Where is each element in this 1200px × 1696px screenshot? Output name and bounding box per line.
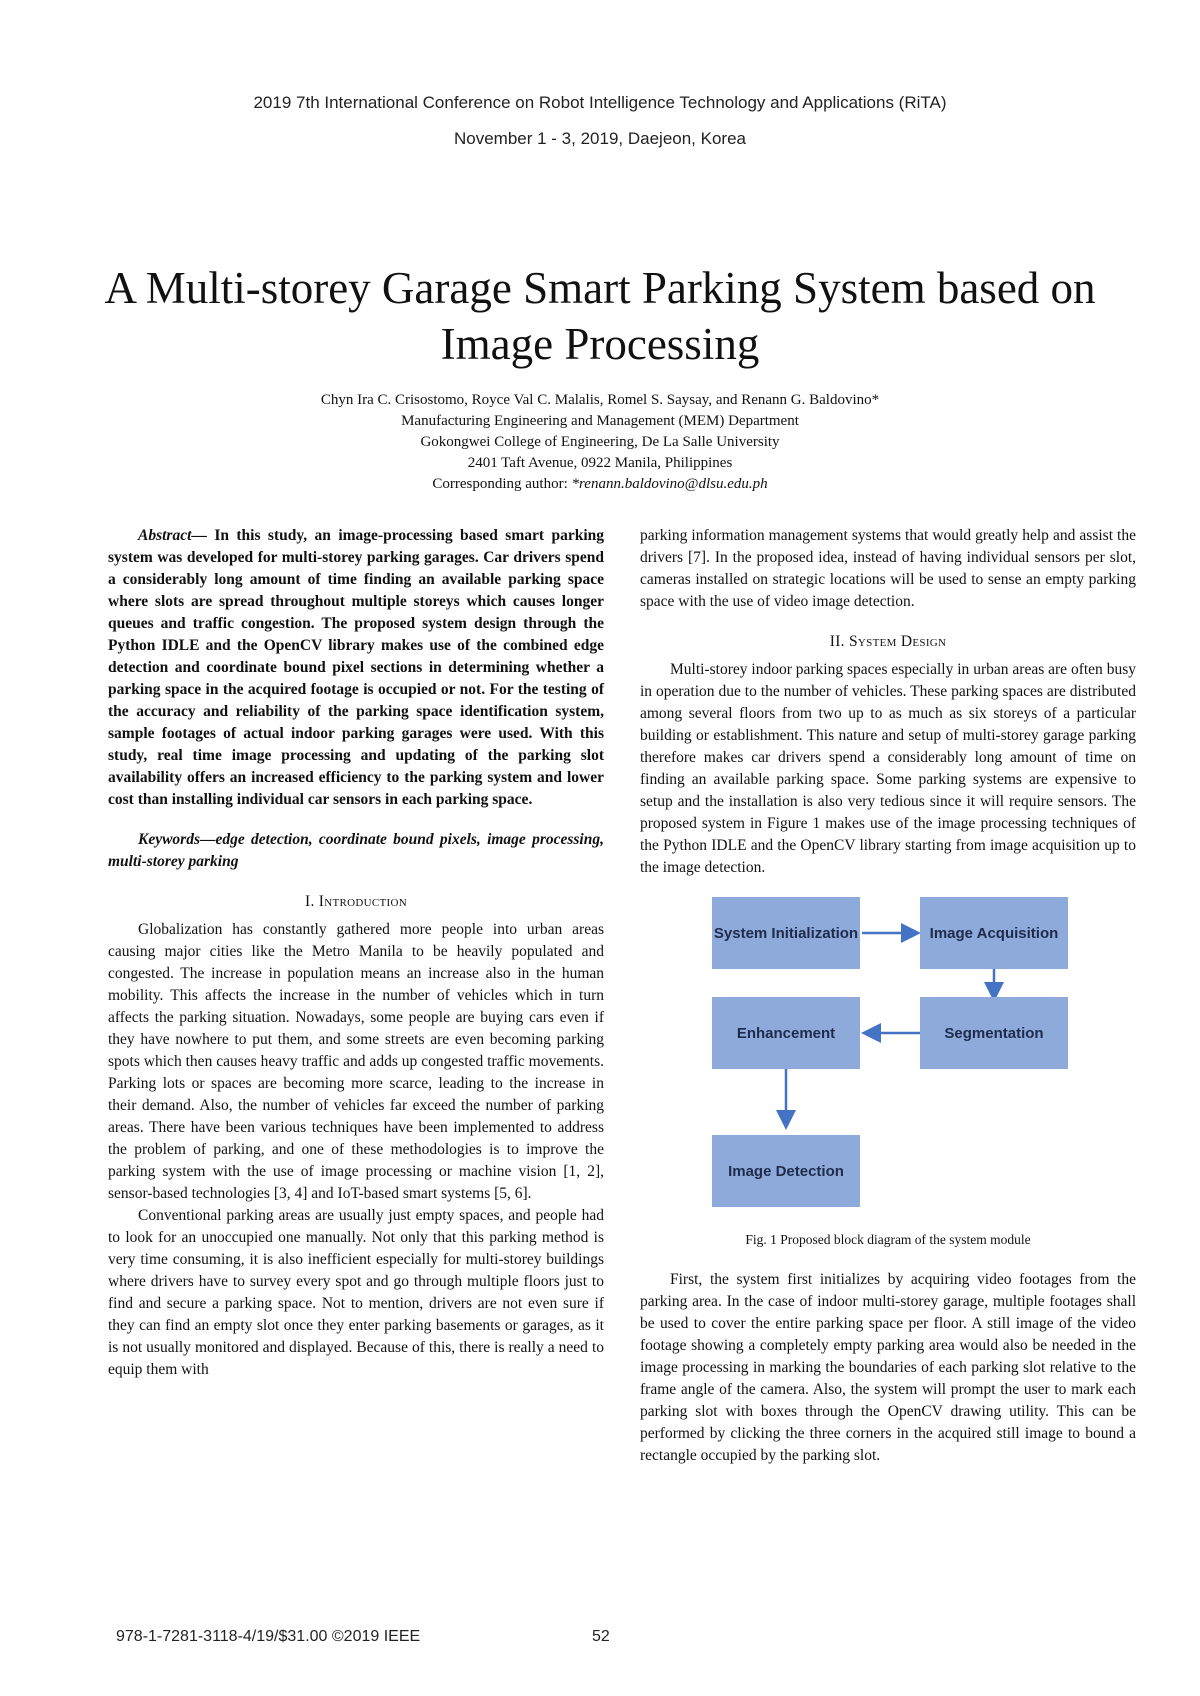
author-names: Chyn Ira C. Crisostomo, Royce Val C. Malalis, Romel S. Saysay, and Renann G. Baldovino*	[320, 392, 880, 408]
introduction-paragraph-continued: parking information management systems that would greatly help and assist the drivers [7]. In the proposed idea, instead of having individual sensors per slot, cameras installed on strategic locations will be used to sense an empty parking space with the use of video image detection.	[640, 527, 1136, 610]
block-image-acquisition: Image Acquisition	[920, 897, 1068, 969]
abstract-text: — In this study, an image-processing based smart parking system was developed for multi-storey parking garages. Car drivers spend a considerably long amount of time finding an available parking space where slots are spread throughout multiple storeys which causes longer queues and traffic congestion. The proposed system design through the Python IDLE and the OpenCV library makes use of the combined edge detection and coordinate bound pixel sections in determining whether a parking space in the acquired footage is occupied or not. For the testing of the accuracy and reliability of the parking space identification system, sample footages of actual indoor parking garages were used. With this study, real time image processing and updating of the parking slot availability offers an increased efficiency to the parking system and lower cost than installing individual car sensors in each parking space.	[108, 527, 604, 808]
author-block	[200, 390, 1000, 495]
block-diagram-figure	[640, 893, 1136, 1223]
page-number: 52	[592, 1628, 610, 1645]
block-enhancement: Enhancement	[712, 997, 860, 1069]
footer-isbn: 978-1-7281-3118-4/19/$31.00 ©2019 IEEE	[116, 1628, 421, 1645]
section-heading-introduction: I. Introduction	[304, 893, 407, 910]
right-column	[640, 525, 1136, 1467]
abstract-lead: Abstract	[138, 527, 192, 544]
conference-date-location: November 1 - 3, 2019, Daejeon, Korea	[453, 129, 746, 148]
section-heading-system-design: II. System Design	[829, 633, 947, 650]
system-design-paragraph-1: Multi-storey indoor parking spaces especially in urban areas are often busy in operation due to the number of vehicles. These parking spaces are distributed among several floors from two up to as much as six storeys of a particular building or establishment. This nature and setup of multi-storey garage parking therefore makes car drivers spend a considerably long amount of time on finding an available parking space. Some parking systems are expensive to setup and the installation is also very tedious since it will require sensors. The proposed system in Figure 1 makes use of the image processing techniques of the Python IDLE and the OpenCV library starting from image acquisition up to the image detection.	[640, 661, 1136, 876]
abstract	[108, 525, 604, 811]
keywords: Keywords—edge detection, coordinate bound pixels, image processing, multi-storey parking	[108, 831, 604, 870]
author-college: Gokongwei College of Engineering, De La Salle University	[420, 434, 780, 450]
block-segmentation: Segmentation	[920, 997, 1068, 1069]
introduction-paragraph-2: Conventional parking areas are usually just empty spaces, and people had to look for an unoccupied one manually. Not only that this parking method is very time consuming, it is also inefficient especially for multi-storey buildings where drivers have to survey every spot and go through multiple floors just to find and secure a parking space. Not to mention, drivers are not even sure if they can find an empty slot once they enter parking basements or garages, as it is not usually monitored and displayed. Because of this, there is really a need to equip them with	[108, 1207, 604, 1378]
author-department: Manufacturing Engineering and Management (MEM) Department	[401, 413, 799, 429]
block-image-detection: Image Detection	[712, 1135, 860, 1207]
block-system-initialization: System Initialization	[712, 897, 860, 969]
conference-header: 2019 7th International Conference on Robot Intelligence Technology and Applications (RiTA)	[253, 93, 947, 112]
left-column	[108, 525, 604, 1381]
corresponding-author	[200, 474, 1000, 495]
corresponding-label: Corresponding author:	[432, 476, 572, 492]
system-design-paragraph-2: First, the system first initializes by acquiring video footages from the parking area. In the case of indoor multi-storey garage, multiple footages shall be used to cover the entire parking space per floor. A still image of the video footage showing a completely empty parking area would also be needed in the image processing in marking the boundaries of each parking slot relative to the frame angle of the camera. Also, the system will prompt the user to mark each parking slot with boxes through the OpenCV drawing utility. This can be performed by clicking the three corners in the acquired still image to bound a rectangle occupied by the parking slot.	[640, 1271, 1136, 1464]
paper-title: A Multi-storey Garage Smart Parking System based on Image Processing	[104, 263, 1096, 369]
introduction-paragraph-1: Globalization has constantly gathered more people into urban areas causing major cities like the Metro Manila to be heavily populated and congested. The increase in population means an increase also in the human mobility. This affects the increase in the number of vehicles which in turn affects the parking situation. Nowadays, some people are buying cars even if they have nowhere to put them, and some streets are even becoming parking spots which then causes heavy traffic and adds up congested traffic movements. Parking lots or spaces are becoming more scarce, leading to the increase in their demand. Also, the number of vehicles far exceed the number of parking areas. There have been various techniques have been implemented to address the problem of parking, and one of these methodologies is to improve the parking system with the use of image processing or machine vision [1, 2], sensor-based technologies [3, 4] and IoT-based smart systems [5, 6].	[108, 921, 604, 1202]
author-address: 2401 Taft Avenue, 0922 Manila, Philippines	[467, 455, 733, 471]
corresponding-email: *renann.baldovino@dlsu.edu.ph	[571, 476, 768, 492]
figure-caption: Fig. 1 Proposed block diagram of the system module	[745, 1232, 1031, 1247]
